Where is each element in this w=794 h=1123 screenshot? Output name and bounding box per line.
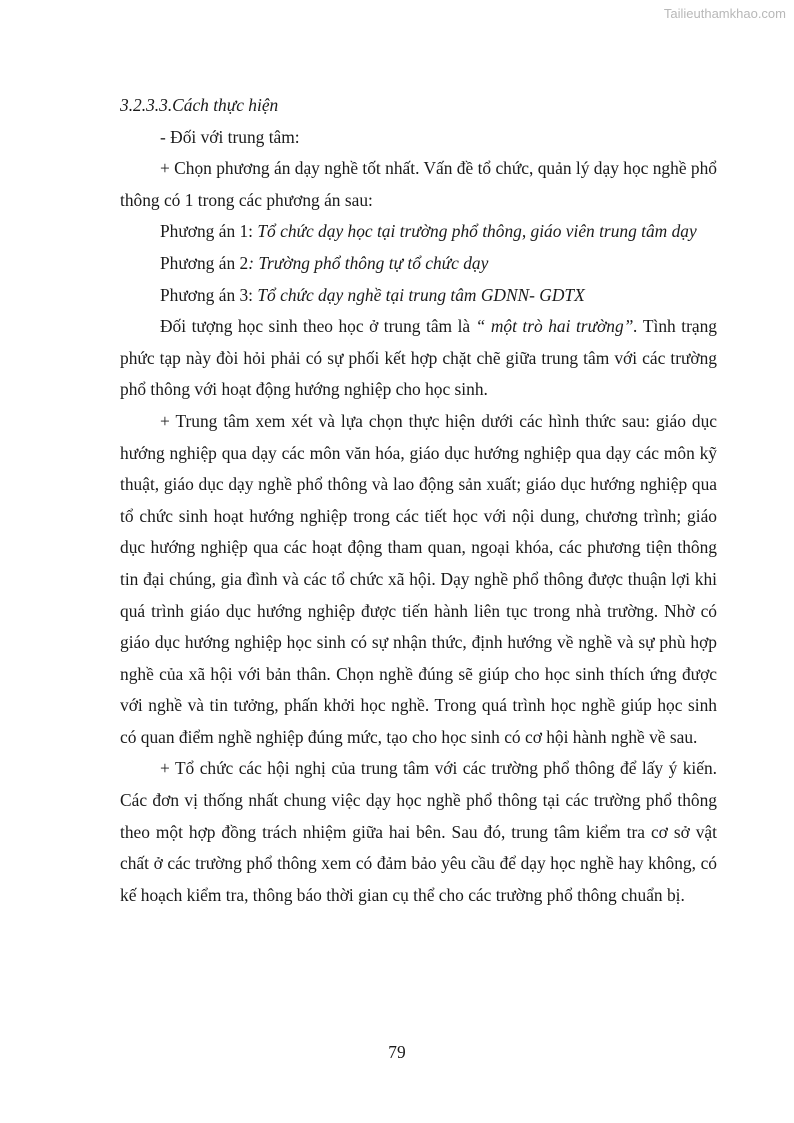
paragraph-1: + Chọn phương án dạy nghề tốt nhất. Vấn đề tổ chức, quản lý dạy học nghề phổ thông có 1 trong các phương án sau: (120, 158, 717, 210)
paragraph-2-after: Tình trạng phức tạp này đòi hỏi phải có sự phối kết hợp chặt chẽ giữa trung tâm với các trường phổ thông với hoạt động hướng nghiệp cho học sinh. (120, 316, 717, 400)
plan-1-text: Tổ chức dạy học tại trường phổ thông, giáo viên trung tâm dạy (253, 221, 697, 242)
paragraph-2-before: Đối tượng học sinh theo học ở trung tâm là (160, 316, 476, 337)
subheading: - Đối với trung tâm: (160, 126, 300, 147)
plan-1 (120, 216, 717, 248)
plan-2-text: : Trường phổ thông tự tổ chức dạy (248, 252, 489, 273)
paragraph-2 (120, 311, 717, 406)
plan-3 (120, 280, 717, 312)
plan-2-label: Phương án 2 (160, 252, 249, 273)
document-body (120, 90, 717, 911)
paragraph-3: + Trung tâm xem xét và lựa chọn thực hiện dưới các hình thức sau: giáo dục hướng nghiệp qua dạy các môn văn hóa, giáo dục hướng nghiệp qua dạy các môn kỹ thuật, giáo dục dạy nghề phổ thông và lao động sản xuất; giáo dục hướng nghiệp qua tổ chức sinh hoạt hướng nghiệp trong các tiết học với nội dung, chương trình; giáo dục hướng nghiệp qua các hoạt động tham quan, ngoại khóa, các phương tiện thông tin đại chúng, gia đình và các tổ chức xã hội. Dạy nghề phổ thông được thuận lợi khi quá trình giáo dục hướng nghiệp được tiến hành liên tục trong nhà trường. Nhờ có giáo dục hướng nghiệp học sinh có sự nhận thức, định hướng về nghề và sự phù hợp nghề của xã hội với bản thân. Chọn nghề đúng sẽ giúp cho học sinh thích ứng được với nghề và tin tưởng, phấn khởi học nghề. Trong quá trình học nghề giúp học sinh có quan điểm nghề nghiệp đúng mức, tạo cho học sinh có cơ hội hành nghề về sau. (120, 410, 717, 747)
watermark: Tailieuthamkhao.com (663, 6, 786, 21)
section-heading: 3.2.3.3.Cách thực hiện (120, 95, 279, 115)
paragraph-4: + Tổ chức các hội nghị của trung tâm với các trường phổ thông để lấy ý kiến. Các đơn vị thống nhất chung việc dạy học nghề phổ thông tại các trường phổ thông theo một hợp đồng trách nhiệm giữa hai bên. Sau đó, trung tâm kiểm tra cơ sở vật chất ở các trường phổ thông xem có đảm bảo yêu cầu để dạy học nghề hay không, có kế hoạch kiểm tra, thông báo thời gian cụ thể cho các trường phổ thông chuẩn bị. (120, 758, 717, 905)
plan-3-text: Tổ chức dạy nghề tại trung tâm GDNN- GDTX (253, 284, 585, 305)
paragraph-2-quote: “ một trò hai trường”. (475, 316, 638, 337)
plan-3-label: Phương án 3: (160, 284, 254, 305)
plan-1-label: Phương án 1: (160, 221, 254, 242)
plan-2 (120, 248, 717, 280)
page-number: 79 (388, 1042, 406, 1062)
